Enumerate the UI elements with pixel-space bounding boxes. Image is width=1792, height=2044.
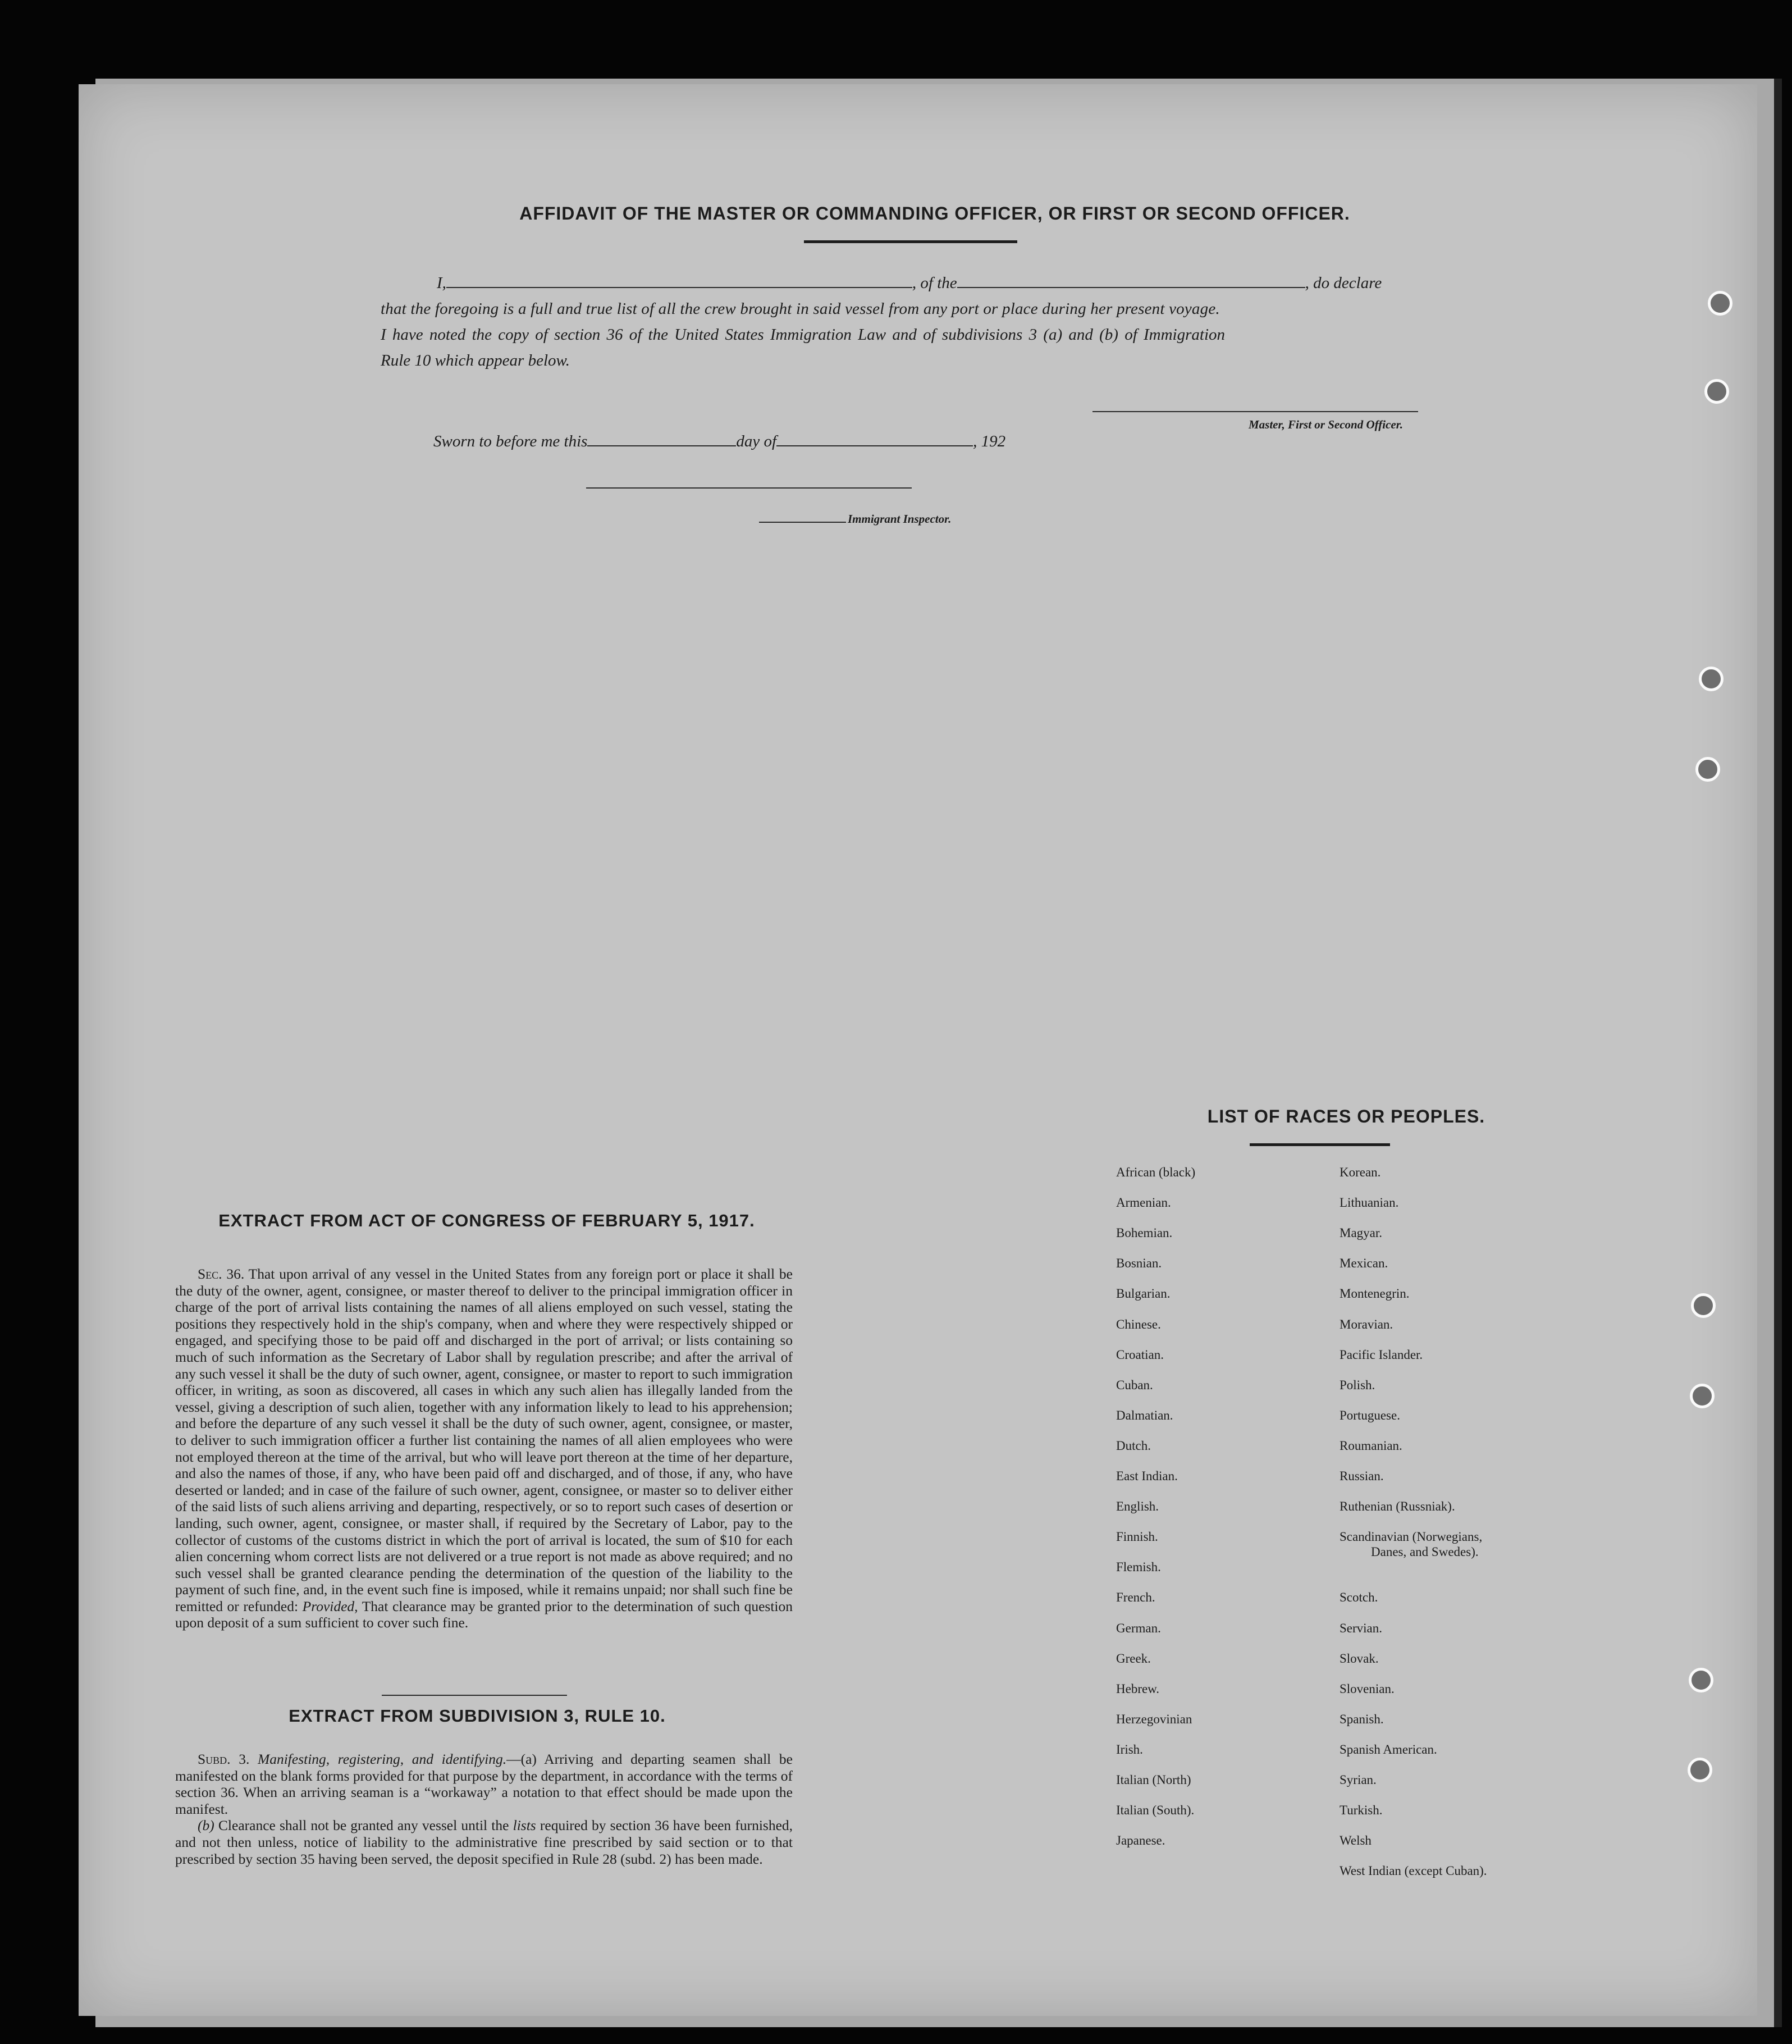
race-item: Syrian. bbox=[1340, 1773, 1377, 1787]
part-a-text: Arriving and departing seamen shall be manifested on the blank forms provided for that purpose by the department, in accordance with the terms of section 36. When an arriving seaman is a “workaway” a notation to that effect should be made upon the manifest. bbox=[175, 1751, 793, 1817]
binder-hole bbox=[1699, 667, 1724, 691]
race-item: Moravian. bbox=[1340, 1317, 1393, 1331]
section-36-end: That clearance may be granted prior to the determination of such question upon deposit of a sum sufficient to cover such fine. bbox=[175, 1598, 793, 1631]
race-item: Spanish American. bbox=[1340, 1742, 1437, 1756]
race-item: West Indian (except Cuban). bbox=[1340, 1864, 1487, 1878]
section-36-text bbox=[175, 1266, 793, 1631]
race-item: Bulgarian. bbox=[1116, 1286, 1171, 1301]
race-item: Croatian. bbox=[1116, 1347, 1164, 1362]
race-item: Armenian. bbox=[1116, 1196, 1171, 1210]
binder-hole bbox=[1689, 1668, 1713, 1692]
act-divider bbox=[382, 1695, 567, 1696]
race-item: Herzegovinian bbox=[1116, 1712, 1192, 1726]
officer-name-field[interactable] bbox=[446, 287, 912, 288]
rule-10-text bbox=[175, 1751, 793, 1867]
inspector-signature-line[interactable] bbox=[586, 487, 912, 489]
race-item: Hebrew. bbox=[1116, 1681, 1160, 1696]
affidavit-line-3: I have noted the copy of section 36 of the United States Immigration Law and of subdivisions 3 (a) and (b) of Immigration bbox=[381, 326, 1226, 344]
act-extract-title: EXTRACT FROM ACT OF CONGRESS OF FEBRUARY 5, 1917. bbox=[218, 1211, 755, 1230]
part-b-text-2: required by section 36 have been furnished, and not then unless, notice of liability to the administrative fine prescribed by said section or to that prescribed by section 35 having been served, the deposit specified in Rule 28 (subd. 2) has been made. bbox=[175, 1817, 793, 1867]
race-item: Polish. bbox=[1340, 1377, 1375, 1392]
race-item: Spanish. bbox=[1340, 1712, 1384, 1726]
affidavit-line-4: Rule 10 which appear below. bbox=[381, 352, 570, 369]
race-item: Bosnian. bbox=[1116, 1256, 1162, 1271]
race-item: Italian (North) bbox=[1116, 1773, 1191, 1787]
race-item: English. bbox=[1116, 1499, 1159, 1514]
race-item: Montenegrin. bbox=[1340, 1286, 1410, 1301]
race-item: Ruthenian (Russniak). bbox=[1340, 1499, 1455, 1514]
race-item: Welsh bbox=[1340, 1833, 1372, 1848]
inspector-label: Immigrant Inspector. bbox=[848, 512, 952, 526]
race-item: African (black) bbox=[1116, 1165, 1196, 1179]
races-title-rule bbox=[1250, 1143, 1390, 1146]
race-item: German. bbox=[1116, 1621, 1161, 1635]
part-b-text-1: Clearance shall not be granted any vessel until the bbox=[218, 1817, 509, 1834]
binder-hole bbox=[1695, 757, 1720, 782]
race-item: Cuban. bbox=[1116, 1377, 1153, 1392]
part-b-lists: lists bbox=[513, 1817, 536, 1834]
race-item: Mexican. bbox=[1340, 1256, 1388, 1271]
subd-label: Subd. 3. bbox=[198, 1751, 250, 1767]
race-item: Roumanian. bbox=[1340, 1438, 1402, 1453]
race-item: Russian. bbox=[1340, 1469, 1384, 1483]
section-label: Sec. 36. bbox=[198, 1266, 245, 1282]
year-label: , 192 bbox=[973, 432, 1006, 450]
race-item: Flemish. bbox=[1116, 1560, 1161, 1575]
affidavit-line-2: that the foregoing is a full and true list of all the crew brought in said vessel from any port or place during her present voyage. bbox=[381, 300, 1220, 318]
race-item: Irish. bbox=[1116, 1742, 1143, 1756]
race-item: Korean. bbox=[1340, 1165, 1381, 1179]
race-item: Chinese. bbox=[1116, 1317, 1161, 1331]
affidavit-title: AFFIDAVIT OF THE MASTER OR COMMANDING OFFICER, OR FIRST OR SECOND OFFICER. bbox=[519, 203, 1350, 223]
race-item: Dutch. bbox=[1116, 1438, 1151, 1453]
inspector-lead-line bbox=[759, 522, 846, 523]
section-36-body: That upon arrival of any vessel in the United States from any foreign port or place it shall be the duty of the owner, agent, consignee, or master thereof to deliver to the principal immigration officer in charge of the port of arrival lists containing the names of all aliens employed on such vessel, stating the positions they respectively hold in the ship's company, when and where they were respectively shipped or engaged, and specifying those to be paid off and discharged in the port of arrival; or lists containing so much of such information as the Secretary of Labor shall by regulation prescribe; and after the arrival of any such vessel it shall be the duty of such owner, agent, consignee, or master to report to such immigration officer, in writing, as soon as discovered, all cases in which any such alien has illegally landed from the vessel, giving a description of such alien, together with any information likely to lead to his apprehension; and before the departure of any such vessel it shall be the duty of such owner, agent, consignee, or master, to deliver to such immigration officer a further list containing the names of all alien employees who were not employed thereon at the time of the arrival, but who will leave port thereon at the time of her departure, and also the names of those, if any, who have been paid off and discharged, and of those, if any, who have deserted or landed; and in case of the failure of such owner, agent, consignee, or master so to deliver either of the said lists of such aliens arriving and departing, respectively, or so to report such cases of desertion or landing, such owner, agent, consignee, or master shall, if required by the Secretary of Labor, pay to the collector of customs of the customs district in which the port of arrival is located, the sum of $10 for each alien concerning whom correct lists are not delivered or a true report is not made as above required; and no such vessel shall be granted clearance pending the determination of the question of the liability to the payment of such fine, and, in the event such fine is imposed, while it remains unpaid; nor shall such fine be remitted or refunded: bbox=[175, 1266, 793, 1614]
part-a-label: —(a) bbox=[506, 1751, 537, 1767]
sworn-day-field[interactable] bbox=[587, 445, 736, 446]
sworn-month-field[interactable] bbox=[776, 445, 973, 446]
document-page bbox=[79, 84, 1757, 2016]
sworn-label: Sworn to before me this bbox=[433, 432, 588, 450]
affidavit-line-1 bbox=[437, 274, 1382, 293]
binder-hole bbox=[1690, 1384, 1715, 1408]
provided-label: Provided, bbox=[302, 1598, 358, 1614]
race-item: Lithuanian. bbox=[1340, 1196, 1399, 1210]
race-item: Greek. bbox=[1116, 1651, 1151, 1666]
race-item: Servian. bbox=[1340, 1621, 1383, 1635]
binder-hole bbox=[1688, 1758, 1712, 1782]
races-title: LIST OF RACES OR PEOPLES. bbox=[1207, 1106, 1485, 1126]
race-item: Danes, and Swedes). bbox=[1371, 1545, 1479, 1559]
part-b-label: (b) bbox=[198, 1817, 214, 1834]
race-item: Bohemian. bbox=[1116, 1226, 1173, 1240]
race-item: Finnish. bbox=[1116, 1530, 1158, 1544]
race-item: Pacific Islander. bbox=[1340, 1347, 1423, 1362]
race-item: Slovak. bbox=[1340, 1651, 1379, 1666]
race-item: Scandinavian (Norwegians, bbox=[1340, 1530, 1483, 1544]
of-the-label: , of the bbox=[912, 274, 957, 292]
binder-hole bbox=[1691, 1293, 1716, 1318]
sworn-line bbox=[433, 432, 1005, 451]
race-item: Japanese. bbox=[1116, 1833, 1165, 1848]
binder-hole bbox=[1708, 291, 1732, 316]
vessel-name-field[interactable] bbox=[957, 287, 1305, 288]
race-item: Slovenian. bbox=[1340, 1681, 1395, 1696]
binder-hole bbox=[1704, 379, 1729, 404]
affidavit-title-rule bbox=[804, 240, 1017, 243]
do-declare-label: , do declare bbox=[1305, 274, 1382, 292]
race-item: Dalmatian. bbox=[1116, 1408, 1173, 1422]
race-item: Magyar. bbox=[1340, 1226, 1383, 1240]
master-signature-line[interactable] bbox=[1092, 411, 1418, 412]
race-item: French. bbox=[1116, 1590, 1155, 1605]
day-of-label: day of bbox=[736, 432, 777, 450]
race-item: Scotch. bbox=[1340, 1590, 1378, 1605]
race-item: Turkish. bbox=[1340, 1803, 1383, 1818]
race-item: Italian (South). bbox=[1116, 1803, 1195, 1818]
master-signature-label: Master, First or Second Officer. bbox=[1249, 418, 1403, 431]
i-label: I, bbox=[437, 274, 446, 292]
race-item: East Indian. bbox=[1116, 1469, 1178, 1483]
rule-extract-title: EXTRACT FROM SUBDIVISION 3, RULE 10. bbox=[289, 1706, 666, 1726]
race-item: Portuguese. bbox=[1340, 1408, 1400, 1422]
subd-heading: Manifesting, registering, and identifying. bbox=[257, 1751, 507, 1767]
